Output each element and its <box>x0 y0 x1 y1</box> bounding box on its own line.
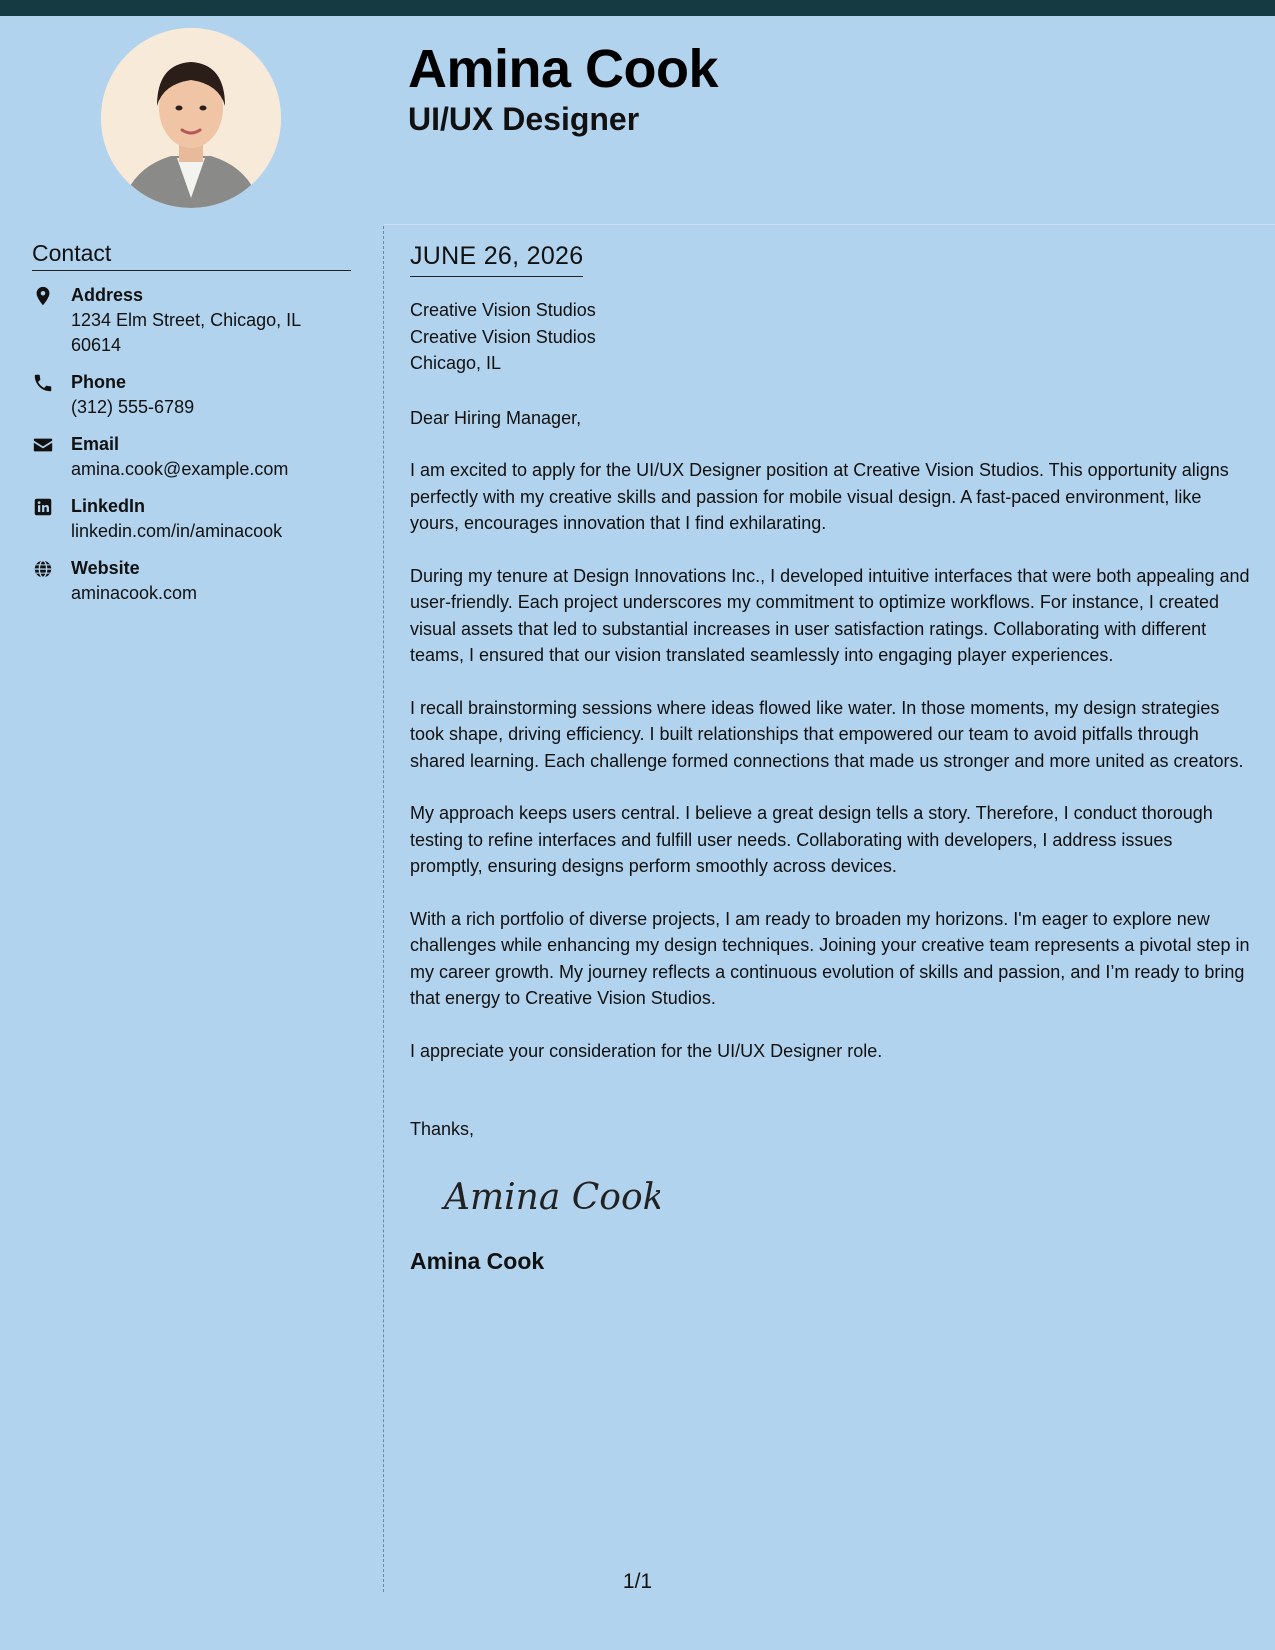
contact-sidebar <box>32 240 351 618</box>
letter-paragraph: I appreciate your consideration for the UI/UX Designer role. <box>410 1040 883 1061</box>
address-value: 1234 Elm Street, Chicago, IL 60614 <box>71 310 301 355</box>
linkedin-label: LinkedIn <box>71 496 146 516</box>
envelope-icon <box>32 434 54 456</box>
linkedin-value[interactable]: linkedin.com/in/aminacook <box>71 521 283 541</box>
profile-photo <box>101 28 281 208</box>
contact-phone <box>32 370 351 420</box>
salutation: Dear Hiring Manager, <box>410 407 582 428</box>
applicant-name: Amina Cook <box>408 39 719 99</box>
signed-name: Amina Cook <box>410 1247 545 1274</box>
globe-icon <box>32 558 54 580</box>
letter-paragraph: My approach keeps users central. I believe a great design tells a story. Therefore, I conduct thorough testing to refine interfaces and fulfill user needs. Collaborating with developers, I address issues promptly, ensuring designs perform smoothly across devices. <box>410 803 1213 876</box>
letter-paragraph: With a rich portfolio of diverse projects, I am ready to broaden my horizons. I'm eager to explore new challenges while enhancing my design techniques. Joining your creative team represents a pivotal step in my career growth. My journey reflects a continuous evolution of skills and passion, and I’m ready to bring that energy to Creative Vision Studios. <box>410 908 1250 1008</box>
letter-paragraph: I am excited to apply for the UI/UX Designer position at Creative Vision Studios. This opportunity aligns perfectly with my creative skills and passion for mobile visual design. A fast-paced environment, like yours, encourages innovation that I find exhilarating. <box>410 460 1229 533</box>
signature-image <box>440 1165 660 1225</box>
closing: Thanks, <box>410 1119 475 1139</box>
contact-website <box>32 556 351 606</box>
letter-body <box>410 242 1250 1275</box>
letter-paragraph: During my tenure at Design Innovations Inc., I developed intuitive interfaces that were both appealing and user-friendly. Each project underscores my commitment to optimize workflows. For instance, I created visual assets that led to substantial increases in user satisfaction ratings. Collaborating with different teams, I ensured that our vision translated seamlessly into engaging player experiences. <box>410 565 1250 665</box>
header-divider <box>384 224 1275 225</box>
email-value[interactable]: amina.cook@example.com <box>71 459 289 479</box>
linkedin-icon <box>32 496 54 518</box>
column-divider <box>383 226 384 1592</box>
contact-heading: Contact <box>32 240 351 271</box>
contact-email <box>32 432 351 482</box>
recipient-line: Creative Vision Studios <box>410 326 596 347</box>
recipient-line: Chicago, IL <box>410 353 502 373</box>
phone-icon <box>32 372 54 394</box>
phone-label: Phone <box>71 372 127 392</box>
contact-linkedin <box>32 494 351 544</box>
phone-value: (312) 555-6789 <box>71 397 195 417</box>
email-label: Email <box>71 434 120 454</box>
signature-text: Amina Cook <box>444 1176 660 1218</box>
applicant-title: UI/UX Designer <box>408 101 640 137</box>
website-value[interactable]: aminacook.com <box>71 583 198 603</box>
recipient-block <box>410 297 1250 377</box>
letter-paragraph: I recall brainstorming sessions where ideas flowed like water. In those moments, my design strategies took shape, driving efficiency. I built relationships that empowered our team to avoid pitfalls through shared learning. Each challenge formed connections that made us stronger and more united as creators. <box>410 697 1244 771</box>
page-number: 1/1 <box>622 1570 653 1593</box>
recipient-line: Creative Vision Studios <box>410 300 596 320</box>
contact-address <box>32 283 351 358</box>
map-pin-icon <box>32 285 54 307</box>
website-label: Website <box>71 558 140 578</box>
top-accent-bar <box>0 0 1275 16</box>
letter-date: JUNE 26, 2026 <box>410 242 583 277</box>
address-label: Address <box>71 285 144 305</box>
